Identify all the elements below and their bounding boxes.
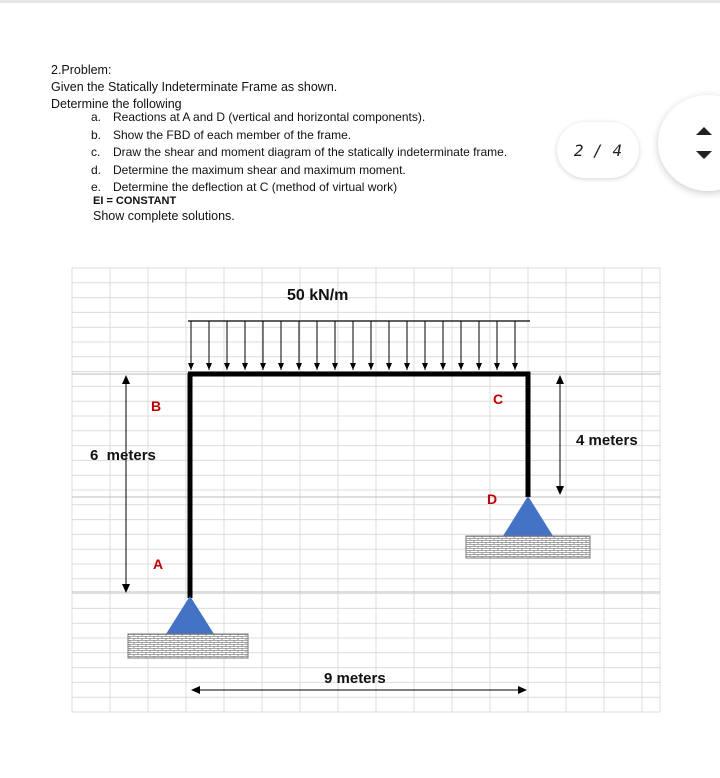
show-solutions: Show complete solutions. (93, 209, 235, 223)
label-b: B (151, 398, 162, 414)
page-indicator: 2 / 4 (557, 122, 639, 178)
problem-determine: Determine the following (51, 97, 182, 111)
pin-support-a (166, 596, 214, 634)
problem-heading: 2.Problem: (51, 63, 112, 77)
pin-support-d (503, 496, 553, 536)
list-item: e. Determine the deflection at C (method of virtual work) (91, 180, 398, 195)
distributed-load-arrows (188, 321, 530, 370)
load-label: 50 kN/m (287, 287, 349, 304)
dimension-bottom-label: 9 meters (324, 670, 386, 687)
ei-constant: EI = CONSTANT (93, 195, 177, 207)
list-item: a. Reactions at A and D (vertical and horizontal components). (91, 110, 426, 124)
label-d: D (487, 491, 498, 507)
list-item: b. Show the FBD of each member of the frame. (91, 127, 352, 142)
problem-intro: Given the Statically Indeterminate Frame as shown. (51, 80, 338, 94)
label-a: A (153, 556, 164, 572)
list-item: c. Draw the shear and moment diagram of the statically indeterminate frame. (91, 145, 508, 160)
dimension-right-label: 4 meters (576, 432, 638, 449)
ground-d (466, 536, 590, 558)
list-item: d. Determine the maximum shear and maximum moment. (91, 162, 406, 177)
dimension-left-label: 6 meters (90, 447, 156, 464)
ground-a (128, 634, 248, 658)
label-c: C (493, 391, 504, 407)
